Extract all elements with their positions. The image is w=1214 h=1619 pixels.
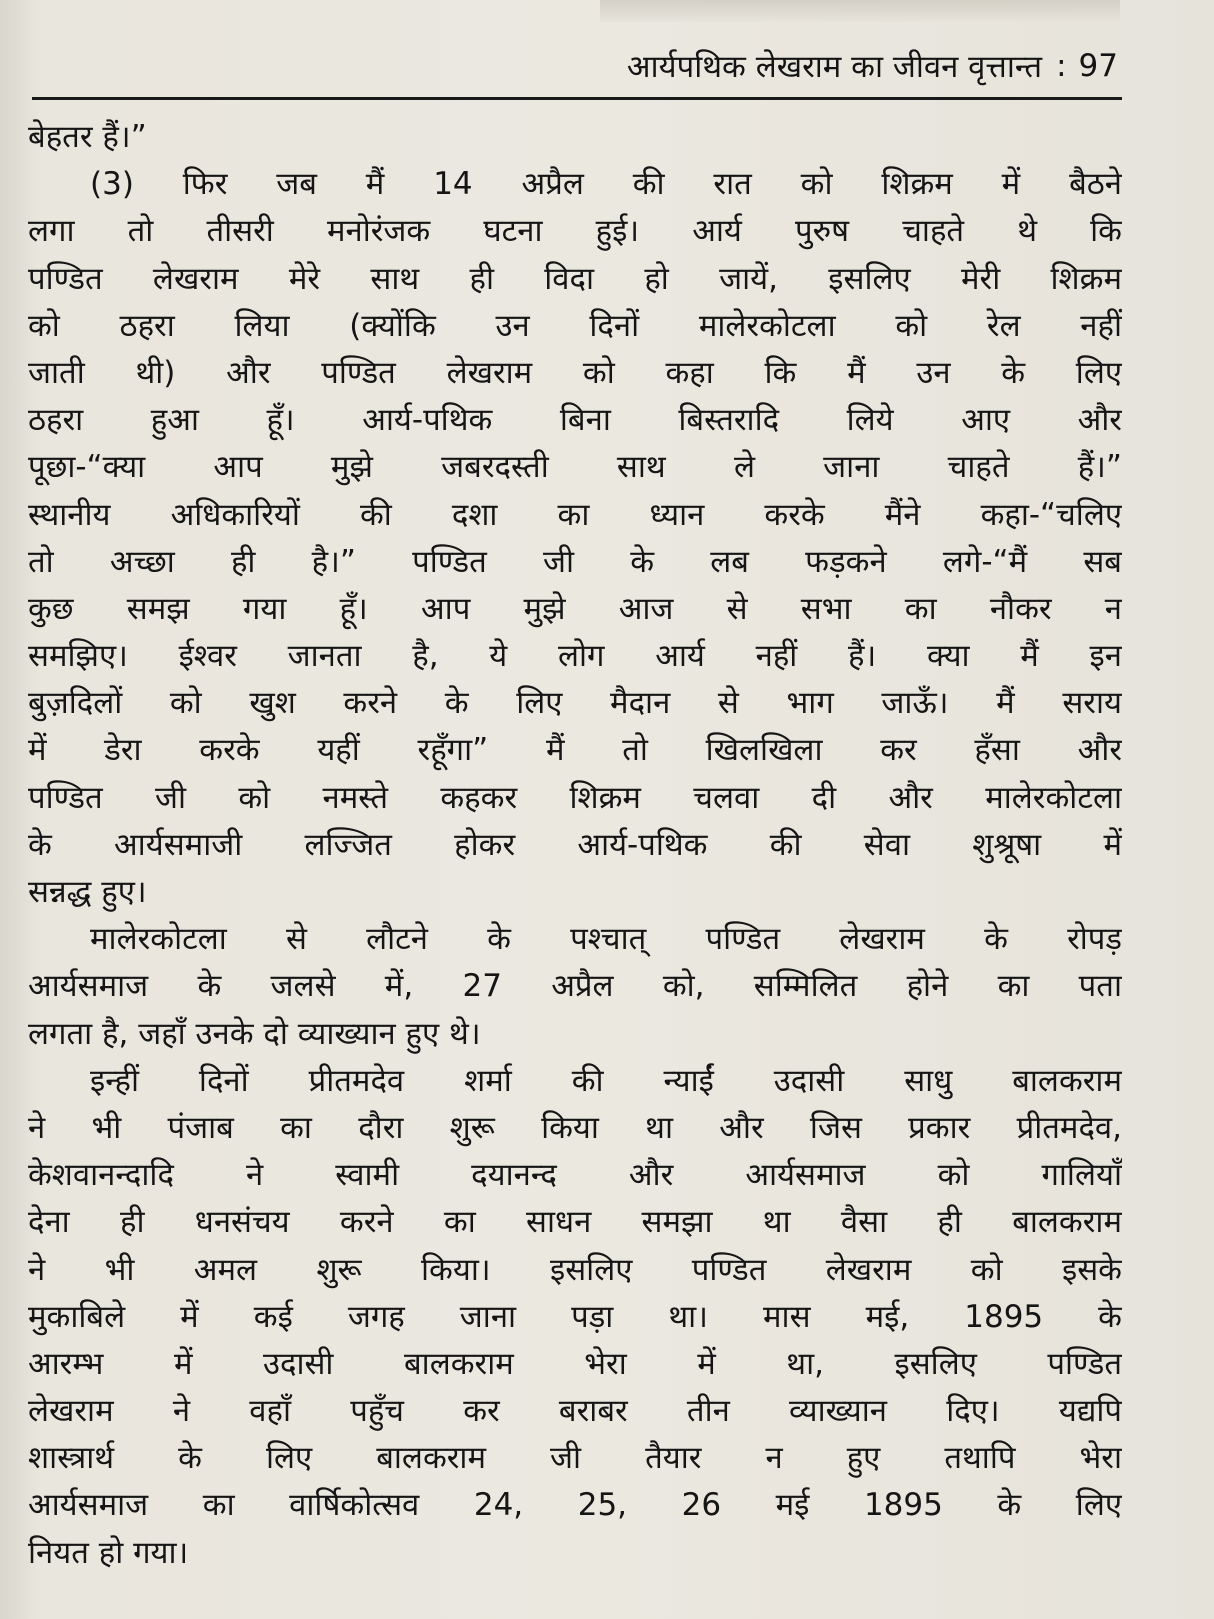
text-line: कुछ समझ गया हूँ। आप मुझे आज से सभा का नौकर न bbox=[28, 590, 1122, 627]
text-line: शास्त्रार्थ के लिए बालकराम जी तैयार न हुए तथापि भेरा bbox=[28, 1440, 1122, 1477]
header-separator: : bbox=[1056, 48, 1067, 84]
text-line: लेखराम ने वहाँ पहुँच कर बराबर तीन व्याख्यान दिए। यद्यपि bbox=[28, 1393, 1122, 1430]
text-line: समझिए। ईश्वर जानता है, ये लोग आर्य नहीं हैं। क्या मैं इन bbox=[28, 638, 1122, 675]
text-line: मुकाबिले में कई जगह जाना पड़ा था। मास मई, 1895 के bbox=[28, 1298, 1122, 1335]
header-title: आर्यपथिक लेखराम का जीवन वृत्तान्त bbox=[626, 49, 1043, 85]
text-line: पूछा-“क्या आप मुझे जबरदस्ती साथ ले जाना चाहते हैं।” bbox=[28, 449, 1122, 486]
text-line: केशवानन्दादि ने स्वामी दयानन्द और आर्यसमाज को गालियाँ bbox=[28, 1157, 1122, 1194]
text-line: इन्हीं दिनों प्रीतमदेव शर्मा की न्याईं उदासी साधु बालकराम bbox=[90, 1062, 1122, 1099]
text-line: लगा तो तीसरी मनोरंजक घटना हुई। आर्य पुरुष चाहते थे कि bbox=[28, 213, 1122, 250]
text-line: में डेरा करके यहीं रहूँगा” मैं तो खिलखिला कर हँसा और bbox=[28, 732, 1122, 769]
text-line: तो अच्छा ही है।” पण्डित जी के लब फड़कने लगे-“मैं सब bbox=[28, 543, 1122, 580]
text-line: देना ही धनसंचय करने का साधन समझा था वैसा ही बालकराम bbox=[28, 1204, 1122, 1241]
text-line: सन्नद्ध हुए। bbox=[28, 874, 147, 910]
text-line: मालेरकोटला से लौटने के पश्चात् पण्डित लेखराम के रोपड़ bbox=[90, 921, 1122, 958]
text-line: के आर्यसमाजी लज्जित होकर आर्य-पथिक की सेवा शुश्रूषा में bbox=[28, 826, 1122, 863]
running-header bbox=[627, 42, 1118, 90]
text-line: नियत हो गया। bbox=[28, 1534, 189, 1571]
text-line: स्थानीय अधिकारियों की दशा का ध्यान करके मैंने कहा-“चलिए bbox=[28, 496, 1122, 533]
text-line: आर्यसमाज के जलसे में, 27 अप्रैल को, सम्मिलित होने का पता bbox=[28, 968, 1122, 1005]
text-line: जाती थी) और पण्डित लेखराम को कहा कि मैं उन के लिए bbox=[28, 354, 1122, 391]
text-line: बुज़दिलों को खुश करने के लिए मैदान से भाग जाऊँ। मैं सराय bbox=[28, 685, 1122, 722]
text-line: (3) फिर जब मैं 14 अप्रैल की रात को शिक्रम में बैठने bbox=[90, 166, 1122, 203]
text-line: बेहतर हैं।” bbox=[28, 119, 147, 155]
text-line: लगता है, जहाँ उनके दो व्याख्यान हुए थे। bbox=[28, 1015, 481, 1052]
text-line: आरम्भ में उदासी बालकराम भेरा में था, इसलिए पण्डित bbox=[28, 1345, 1122, 1382]
header-rule bbox=[32, 97, 1122, 100]
text-line: ने भी अमल शुरू किया। इसलिए पण्डित लेखराम को इसके bbox=[28, 1251, 1122, 1288]
text-line: को ठहरा लिया (क्योंकि उन दिनों मालेरकोटला को रेल नहीं bbox=[28, 307, 1122, 344]
bleed-through-strip bbox=[600, 0, 1120, 22]
text-line: ठहरा हुआ हूँ। आर्य-पथिक बिना बिस्तरादि लिये आए और bbox=[28, 402, 1122, 439]
text-line: ने भी पंजाब का दौरा शुरू किया था और जिस प्रकार प्रीतमदेव, bbox=[28, 1109, 1122, 1146]
text-line: पण्डित जी को नमस्ते कहकर शिक्रम चलवा दी और मालेरकोटला bbox=[28, 779, 1122, 816]
text-line: पण्डित लेखराम मेरे साथ ही विदा हो जायें, इसलिए मेरी शिक्रम bbox=[28, 260, 1122, 297]
text-line: आर्यसमाज का वार्षिकोत्सव 24, 25, 26 मई 1895 के लिए bbox=[28, 1487, 1122, 1524]
page-number: 97 bbox=[1078, 48, 1118, 84]
body-text bbox=[28, 114, 1122, 1577]
